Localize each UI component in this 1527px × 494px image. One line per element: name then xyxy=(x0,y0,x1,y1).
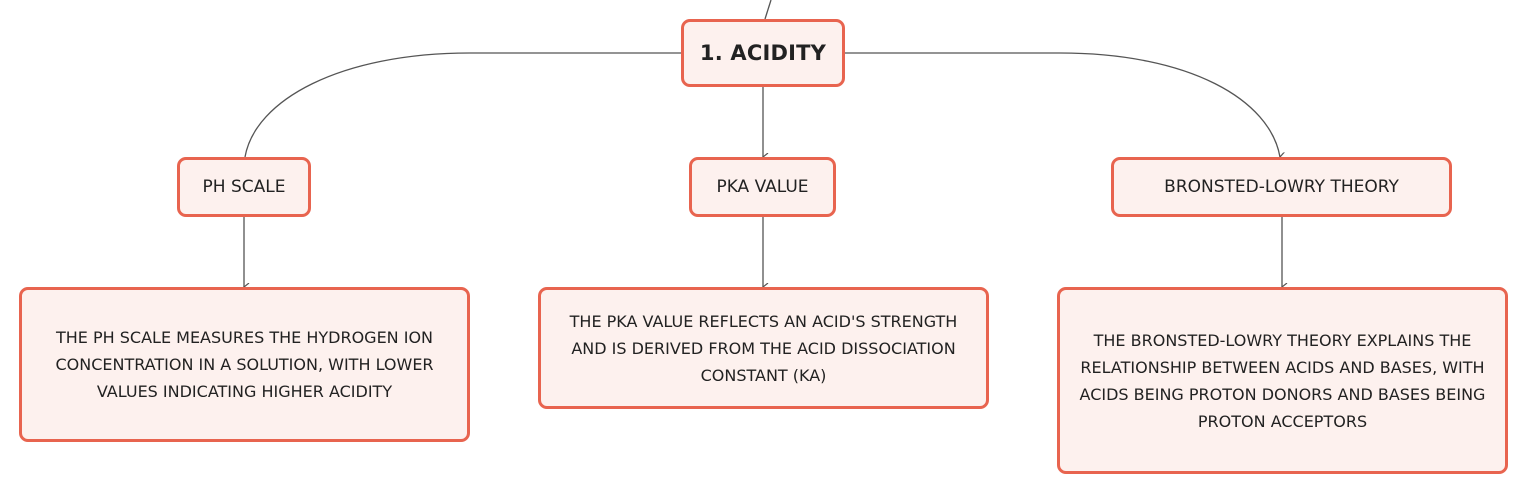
connector-root-to-bronsted-lowry xyxy=(845,53,1280,157)
topic-node-label: PH SCALE xyxy=(202,177,286,197)
detail-node-pka-value[interactable] xyxy=(538,287,989,409)
connector-root-to-ph-scale xyxy=(245,53,681,157)
detail-node-ph-scale[interactable] xyxy=(19,287,470,442)
root-node[interactable] xyxy=(681,19,845,87)
detail-node-text: THE BRONSTED-LOWRY THEORY EXPLAINS THE RELATIONSHIP BETWEEN ACIDS AND BASES, WITH ACIDS BEING PROTON DONORS AND BASES BEING PROTON ACCEPTORS xyxy=(1079,330,1486,431)
detail-node-text: THE PH SCALE MEASURES THE HYDROGEN ION CONCENTRATION IN A SOLUTION, WITH LOWER VALUES INDICATING HIGHER ACIDITY xyxy=(55,328,434,401)
root-node-label: 1. ACIDITY xyxy=(699,41,827,65)
topic-node-bronsted-lowry-theory[interactable] xyxy=(1111,157,1452,217)
topic-node-label: PKA VALUE xyxy=(716,177,809,197)
detail-node-text: THE PKA VALUE REFLECTS AN ACID'S STRENGTH AND IS DERIVED FROM THE ACID DISSOCIATION CONSTANT (KA) xyxy=(569,311,958,385)
detail-node-bronsted-lowry-theory[interactable] xyxy=(1057,287,1508,474)
root-incoming-connector xyxy=(765,0,771,19)
topic-node-pka-value[interactable] xyxy=(689,157,836,217)
topic-node-ph-scale[interactable] xyxy=(177,157,311,217)
topic-node-label: BRONSTED-LOWRY THEORY xyxy=(1164,177,1399,197)
